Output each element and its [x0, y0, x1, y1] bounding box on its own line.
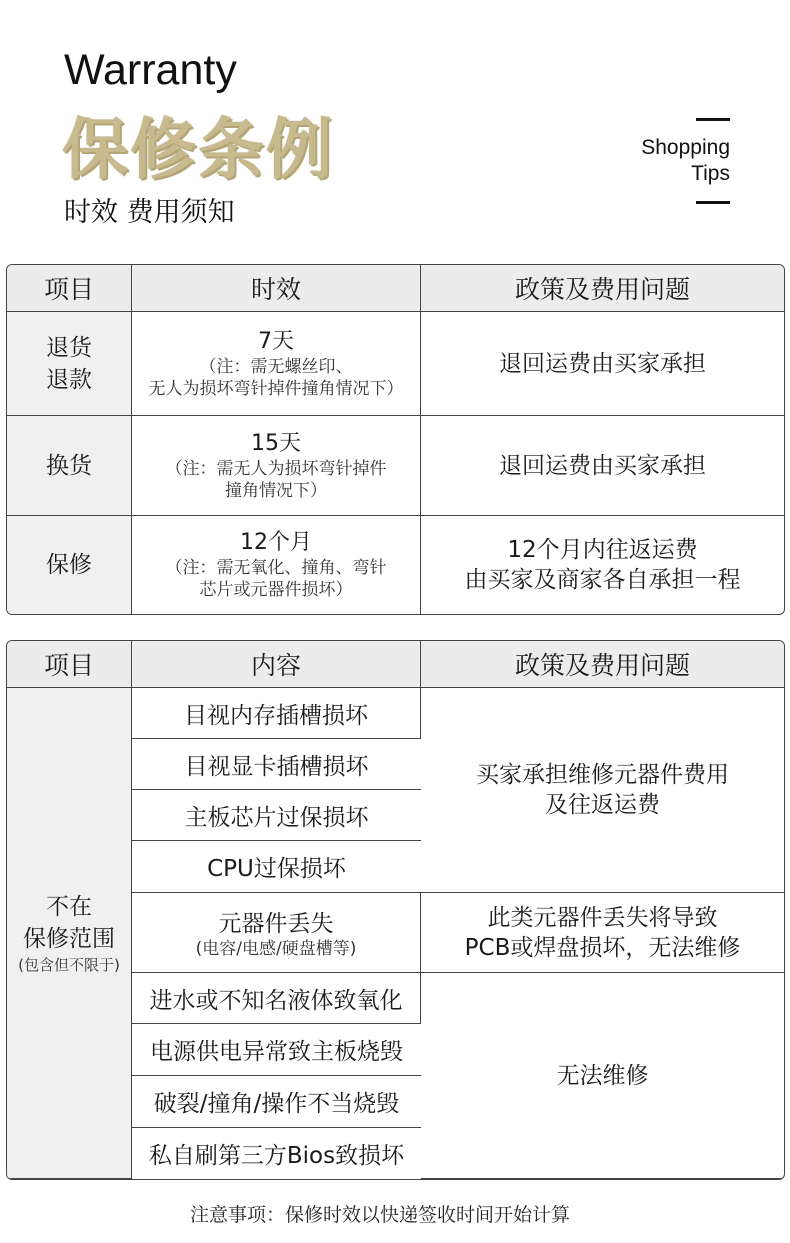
title-english: Warranty	[64, 46, 237, 94]
category-label: 不在	[46, 894, 92, 920]
category-note: (包含但不限于)	[18, 956, 120, 974]
item-label: 退款	[46, 366, 92, 393]
item-label: 保修	[46, 552, 92, 578]
divider-top	[696, 118, 730, 121]
policy-text: 退回运费由买家承担	[499, 452, 706, 479]
content-text: 元器件丢失	[218, 911, 334, 937]
shopping-tips-badge	[610, 118, 730, 204]
content-cell: 破裂/撞角/操作不当烧毁	[132, 1076, 421, 1128]
header-policy: 政策及费用问题	[421, 265, 784, 312]
category-label: 保修范围	[23, 926, 115, 952]
category-cell	[7, 688, 132, 1179]
period-value: 12个月	[240, 530, 312, 555]
tips-line-2: Tips	[691, 162, 730, 185]
policy-cell	[421, 516, 784, 614]
period-note: 无人为损坏弯针掉件撞角情况下）	[148, 378, 404, 399]
period-value: 7天	[258, 328, 294, 354]
period-note: 撞角情况下）	[225, 480, 327, 501]
header-content: 内容	[132, 641, 421, 688]
page-header	[0, 0, 790, 260]
policy-cell	[421, 312, 784, 416]
content-cell: 目视显卡插槽损坏	[132, 739, 421, 790]
content-cell: 进水或不知名液体致氧化	[132, 973, 421, 1024]
policy-cell: 无法维修	[421, 973, 784, 1179]
header-period: 时效	[132, 265, 421, 312]
policy-text: 及往返运费	[545, 792, 660, 818]
policy-cell	[421, 416, 784, 516]
content-cell: 私自刷第三方Bios致损坏	[148, 1143, 405, 1169]
content-cell	[132, 893, 421, 973]
period-cell	[132, 416, 421, 516]
period-note: （注：需无氧化、撞角、弯针	[165, 558, 387, 578]
policy-cell	[421, 893, 784, 973]
period-note: 芯片或元器件损坏）	[199, 580, 353, 600]
warranty-period-table	[6, 264, 785, 615]
policy-text: 由买家及商家各自承担一程	[464, 567, 741, 593]
item-cell	[7, 416, 132, 516]
item-label: 换货	[46, 452, 92, 479]
content-cell: 主板芯片过保损坏	[132, 790, 421, 841]
item-cell	[7, 312, 132, 416]
period-note: （注：需无人为损坏弯针掉件	[165, 458, 387, 479]
policy-text: 12个月内往返运费	[507, 537, 698, 563]
subtitle: 时效 费用须知	[64, 197, 235, 228]
period-cell	[132, 312, 421, 416]
period-cell	[132, 516, 421, 614]
content-note: (电容/电感/硬盘槽等)	[195, 939, 357, 959]
header-policy: 政策及费用问题	[421, 641, 784, 688]
policy-text: 买家承担维修元器件费用	[476, 762, 729, 788]
policy-text: 此类元器件丢失将导致	[487, 904, 718, 931]
table-row	[7, 688, 784, 739]
tips-line-1: Shopping	[641, 136, 730, 159]
table-header-row	[7, 265, 784, 312]
content-cell: CPU过保损坏	[132, 841, 421, 893]
table-row	[7, 416, 784, 516]
policy-text: PCB或焊盘损坏，无法维修	[464, 934, 741, 961]
content-cell: 目视内存插槽损坏	[132, 688, 421, 739]
content-cell: 电源供电异常致主板烧毁	[132, 1024, 421, 1076]
period-note: （注：需无螺丝印、	[199, 356, 353, 377]
header-item: 项目	[7, 265, 132, 312]
divider-bottom	[696, 201, 730, 204]
policy-cell	[421, 688, 784, 893]
exclusions-table	[6, 640, 785, 1180]
title-chinese: 保修条例	[62, 111, 334, 188]
footer-note: 注意事项：保修时效以快递签收时间开始计算	[189, 1204, 570, 1226]
table-row	[7, 516, 784, 614]
item-cell	[7, 516, 132, 614]
table-header-row	[7, 641, 784, 688]
header-item: 项目	[7, 641, 132, 688]
table-row	[7, 312, 784, 416]
period-value: 15天	[251, 430, 301, 456]
policy-text: 退回运费由买家承担	[499, 350, 706, 377]
item-label: 退货	[46, 334, 92, 361]
